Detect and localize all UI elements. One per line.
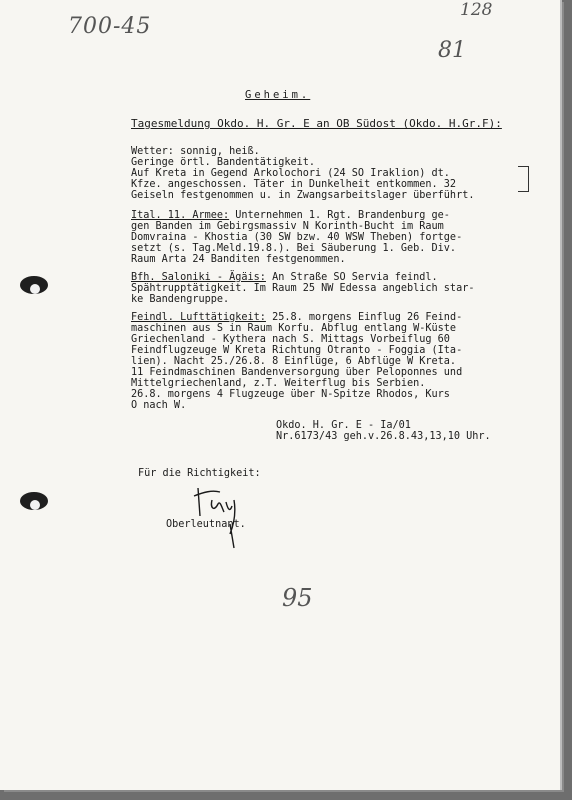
report-line: Griechenland - Kythera nach S. Mittags Vorbeiflug 60 [131,334,450,345]
section-ital-armee [131,210,450,221]
pencil-top-right-number: 128 [460,0,493,20]
report-line: gen Banden im Gebirgsmassiv N Korinth-Bucht im Raum [131,221,444,232]
handwritten-signature [190,482,250,552]
report-line: 25.8. morgens Einflug 26 Feind- [265,312,463,323]
document-title: Geheim. [245,89,311,101]
pencil-page-number: 81 [438,38,466,63]
report-line: Domvraina - Khostia (30 SW bzw. 40 WSW Theben) fortge- [131,232,463,243]
report-line: Auf Kreta in Gegend Arkolochori (24 SO Iraklion) dt. [131,168,450,179]
report-line: Spähtrupptätigkeit. Im Raum 25 NW Edessa angeblich star- [131,283,475,294]
report-line: Wetter: sonnig, heiß. [131,146,260,157]
report-line: maschinen aus S in Raum Korfu. Abflug entlang W-Küste [131,323,457,334]
report-line: Kfze. angeschossen. Täter in Dunkelheit entkommen. 32 [131,179,457,190]
pencil-reference-number: 700-45 [68,14,152,39]
certification-text: Für die Richtigkeit: [138,468,261,479]
report-line: Mittelgriechenland, z.T. Weiterflug bis Serbien. [131,378,426,389]
section-luftlage [131,312,462,323]
pencil-bottom-number: 95 [282,584,313,612]
section-saloniki [131,272,438,283]
report-line: Raum Arta 24 Banditen festgenommen. [131,254,346,265]
sender-line: Nr.6173/43 geh.v.26.8.43,13,10 Uhr. [276,431,491,442]
report-line: 11 Feindmaschinen Bandenversorgung über Peloponnes und [131,367,463,378]
punch-hole [20,492,48,510]
officer-rank: Oberleutnant. [166,519,246,530]
report-line: ke Bandengruppe. [131,294,230,305]
report-line: 26.8. morgens 4 Flugzeuge über N-Spitze Rhodos, Kurs [131,389,450,400]
report-line: lien). Nacht 25./26.8. 8 Einflüge, 6 Abflüge W Kreta. [131,356,457,367]
punch-hole [20,276,48,294]
section-heading: Ital. 11. Armee: [131,210,230,221]
section-heading: Bfh. Saloniki - Ägäis: [131,272,266,283]
report-line: An Straße SO Servia feindl. [265,272,438,283]
report-line: Unternehmen 1. Rgt. Brandenburg ge- [229,210,450,221]
report-line: Geiseln festgenommen u. in Zwangsarbeitslager überführt. [131,190,475,201]
section-heading: Feindl. Lufttätigkeit: [131,312,266,323]
report-line: setzt (s. Tag.Meld.19.8.). Bei Säuberung 1. Geb. Div. [131,243,457,254]
report-line: O nach W. [131,400,187,411]
report-line: Geringe örtl. Bandentätigkeit. [131,157,316,168]
report-line: Feindflugzeuge W Kreta Richtung Otranto - Foggia (Ita- [131,345,463,356]
document-subject: Tagesmeldung Okdo. H. Gr. E an OB Südost (Okdo. H.Gr.F): [131,117,502,130]
sender-line: Okdo. H. Gr. E - Ia/01 [276,420,411,431]
margin-bracket [518,166,529,192]
